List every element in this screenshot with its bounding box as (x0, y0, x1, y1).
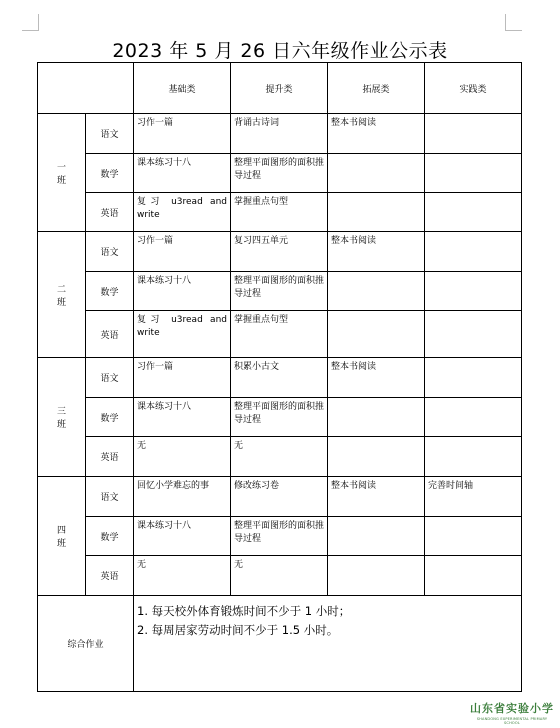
homework-cell: 整理平面图形的面积推导过程 (231, 272, 328, 311)
homework-cell (425, 398, 522, 437)
homework-table (37, 62, 522, 692)
homework-cell: 整本书阅读 (328, 232, 425, 272)
subject-cell: 数学 (86, 398, 134, 437)
homework-cell: 整理平面图形的面积推导过程 (231, 154, 328, 193)
homework-cell: 无 (134, 556, 231, 596)
homework-cell: 回忆小学难忘的事 (134, 477, 231, 517)
table-row (38, 517, 522, 556)
homework-cell: 整本书阅读 (328, 358, 425, 398)
subject-cell: 英语 (86, 556, 134, 596)
homework-cell (328, 311, 425, 358)
page-title: 2023 年 5 月 26 日六年级作业公示表 (112, 40, 448, 62)
homework-cell (328, 193, 425, 232)
homework-cell: 复习 u3read and write (134, 193, 231, 232)
homework-cell (425, 311, 522, 358)
subject-cell: 数学 (86, 272, 134, 311)
class-name-cell: 二 班 (38, 232, 86, 358)
homework-cell: 课本练习十八 (134, 154, 231, 193)
table-row (38, 193, 522, 232)
table-row (38, 477, 522, 517)
homework-cell (328, 556, 425, 596)
page-corner-mark-left (22, 14, 39, 31)
table-row (38, 154, 522, 193)
school-logo-english: SHANDONG EXPERIMENTAL PRIMARY SCHOOL (476, 717, 548, 725)
table-row (38, 311, 522, 358)
homework-cell (328, 517, 425, 556)
homework-cell: 无 (231, 556, 328, 596)
homework-cell (328, 154, 425, 193)
homework-cell: 整理平面图形的面积推导过程 (231, 398, 328, 437)
homework-cell: 无 (231, 437, 328, 477)
subject-cell: 语文 (86, 477, 134, 517)
column-header: 基础类 (134, 63, 231, 114)
school-logo (470, 700, 554, 725)
homework-cell (328, 272, 425, 311)
summary-content (134, 596, 522, 692)
page-corner-mark-right (505, 14, 522, 31)
subject-cell: 语文 (86, 358, 134, 398)
homework-cell (425, 358, 522, 398)
homework-cell (425, 114, 522, 154)
class-name-cell: 三 班 (38, 358, 86, 477)
subject-cell: 数学 (86, 517, 134, 556)
homework-cell: 修改练习卷 (231, 477, 328, 517)
subject-cell: 语文 (86, 232, 134, 272)
table-row (38, 358, 522, 398)
subject-cell: 英语 (86, 193, 134, 232)
homework-cell (425, 154, 522, 193)
homework-cell: 课本练习十八 (134, 272, 231, 311)
homework-cell (425, 517, 522, 556)
subject-cell: 英语 (86, 311, 134, 358)
table-row (38, 437, 522, 477)
homework-cell: 掌握重点句型 (231, 193, 328, 232)
subject-cell: 数学 (86, 154, 134, 193)
summary-label: 综合作业 (38, 596, 134, 692)
class-name-cell: 四 班 (38, 477, 86, 596)
column-header: 实践类 (425, 63, 522, 114)
homework-cell: 课本练习十八 (134, 398, 231, 437)
table-row (38, 114, 522, 154)
header-corner-cell (38, 63, 134, 114)
homework-cell (425, 232, 522, 272)
homework-cell: 掌握重点句型 (231, 311, 328, 358)
subject-cell: 英语 (86, 437, 134, 477)
homework-cell: 整理平面图形的面积推导过程 (231, 517, 328, 556)
class-name-cell: 一 班 (38, 114, 86, 232)
homework-cell (425, 193, 522, 232)
column-header: 拓展类 (328, 63, 425, 114)
homework-cell (425, 272, 522, 311)
homework-cell: 习作一篇 (134, 232, 231, 272)
homework-cell (425, 437, 522, 477)
homework-cell (328, 437, 425, 477)
homework-cell: 习作一篇 (134, 114, 231, 154)
homework-cell: 无 (134, 437, 231, 477)
homework-cell (425, 556, 522, 596)
header-row (38, 63, 522, 114)
homework-cell: 背诵古诗词 (231, 114, 328, 154)
table-row (38, 556, 522, 596)
homework-cell: 积累小古文 (231, 358, 328, 398)
subject-cell: 语文 (86, 114, 134, 154)
summary-row (38, 596, 522, 692)
column-header: 提升类 (231, 63, 328, 114)
homework-cell: 习作一篇 (134, 358, 231, 398)
homework-cell: 整本书阅读 (328, 114, 425, 154)
homework-cell (328, 398, 425, 437)
table-row (38, 398, 522, 437)
homework-cell: 复习四五单元 (231, 232, 328, 272)
summary-line: 2. 每周居家劳动时间不少于 1.5 小时。 (137, 623, 339, 637)
homework-cell: 整本书阅读 (328, 477, 425, 517)
table-row (38, 232, 522, 272)
school-logo-name: 山东省实验小学 (470, 702, 554, 715)
table-row (38, 272, 522, 311)
homework-cell: 完善时间轴 (425, 477, 522, 517)
summary-line: 1. 每天校外体育锻炼时间不少于 1 小时； (137, 604, 351, 618)
homework-cell: 复习 u3read and write (134, 311, 231, 358)
homework-cell: 课本练习十八 (134, 517, 231, 556)
